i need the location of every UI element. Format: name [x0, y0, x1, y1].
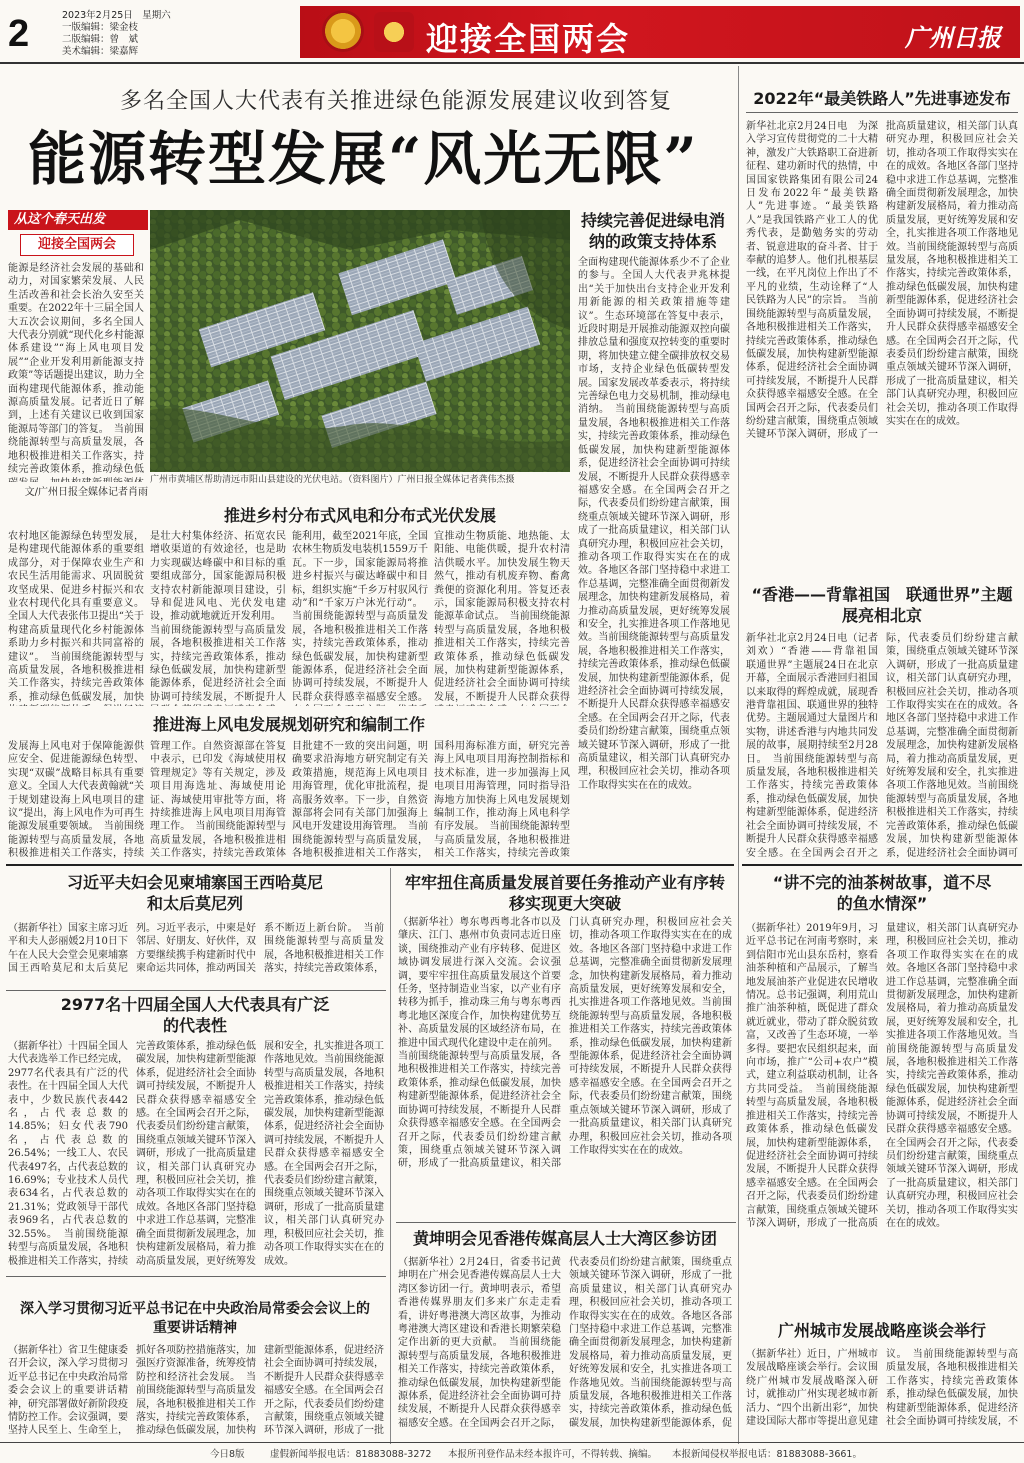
tea-text: （据新华社）2019年9月，习近平总书记在河南考察时，来到信阳市光山县东岳村，察看油茶种植和产品展示，了解当地发展油茶产业促进农民增收情况。总书记强调，利用荒山推广油茶种植，既促进了群众就近就业，带动了群众脱贫致富，又改善了生态环境，一举多得。要把农民组织起来，面向市场，推广“公司+农户”模式，建立利益联动机制，让各方共同受益。 当前围绕能源转型与高质量发展，各地积极推进相关工作落实，持续完善政策体系，推动绿色低碳发展，加快构建新型能源体系，促进经济社会全面协调可持续发展，不断提升人民群众获得感幸福感安全感。在全国两会召开之际，代表委员们纷纷建言献策，围绕重点领域关键环节深入调研，形成了一批高质量建议，相关部门认真研究办理，积极回应社会关切，推动各项工作取得实实在在的成效。各地区各部门坚持稳中求进工作总基调，完整准确全面贯彻新发展理念，加快构建新发展格局，着力推动高质量发展，更好统筹发展和安全，扎实推进各项工作落地见效。当前围绕能源转型与高质量发展，各地积极推进相关工作落实，持续完善政策体系，推动绿色低碳发展，加快构建新型能源体系，促进经济社会全面协调可持续发展，不断提升人民群众获得感幸福感安全感。在全国两会召开之际，代表委员们纷纷建言献策，围绕重点领域关键环节深入调研，形成了一批高质量建议，相关部门认真研究办理，积极回应社会关切，推动各项工作取得实实在在的成效。	[746, 922, 1018, 1316]
lead-subhead-2: 推进海上风电发展规划研究和编制工作	[152, 715, 425, 734]
photo-caption: 广州市黄埔区帮助清远市阳山县建设的光伏电站。（资料图片）广州日报全媒体记者龚伟杰摄	[150, 475, 515, 485]
lead-sea-col-1: 发展海上风电对于保障能源供应安全、促进能源绿色转型、实现“双碳”战略目标具有重要意义。全国人大代表黄翰就“关于规划建设海上风电项目的建议”提出，海上风电作为可再生能源发展重要领域。 当前围绕能源转型与高质量发展，各地积极推进相关工作落实，持续完善政策体系，推动绿色低碳发展，加快构建新型能源体系，促进经济社会全面协调可持续发展，不断提升人民群众获得感幸福感安全感。在全国两会召开之际，代表委员们纷纷建言献策，围绕重点领域关键环节深入调研，形成了一批高质量建议，相关部门认真研究办理，积极回应社会关切，推动各项工作取得实实在在的成效。各地区各部门坚持稳中求进工作总基调，完整准确全面贯彻新发展理念，加快构建新发展格局，着力推动高质量发展，更好统筹发展和安全，扎实推进各项工作落地见效。当前围绕能源转型与高质量发展，各地积极推进相关工作落实，持续完善政策体系，推动绿色低碳发展，加快构建新型能源体系，促进经济社会全面协调可持续发展，不断提升人民群众获得感幸福感安全感。在全国两会召开之际，代表委员们纷纷建言献策，围绕重点领域关键环节深入调研，形成了一批高质量建议，相关部门认真研究办理，积极回应社会关切，推动各项工作取得实实在在的成效。	[8, 740, 144, 860]
proofreader-line: 二版编辑：曾 斌	[62, 34, 139, 45]
lead-col-1: 农村地区能源绿色转型发展，是构建现代能源体系的重要组成部分，对于保障农业生产和农民生活用能需求、巩固脱贫攻坚成果、促进乡村振兴和农业农村现代化具有重要意义。全国人大代表张伟卫提出“关于构建高质量现代化乡村能源体系助力乡村振兴和共同富裕的建议”。 当前围绕能源转型与高质量发展，各地积极推进相关工作落实，持续完善政策体系，推动绿色低碳发展，加快构建新型能源体系，促进经济社会全面协调可持续发展，不断提升人民群众获得感幸福感安全感。在全国两会召开之际，代表委员们纷纷建言献策，围绕重点领域关键环节深入调研，形成了一批高质量建议，相关部门认真研究办理，积极回应社会关切，推动各项工作取得实实在在的成效。各地区各部门坚持稳中求进工作总基调，完整准确全面贯彻新发展理念，加快构建新发展格局，着力推动高质量发展，更好统筹发展和安全，扎实推进各项工作落地见效。当前围绕能源转型与高质量发展，各地积极推进相关工作落实，持续完善政策体系，推动绿色低碳发展，加快构建新型能源体系，促进经济社会全面协调可持续发展，不断提升人民群众获得感幸福感安全感。在全国两会召开之际，代表委员们纷纷建言献策，围绕重点领域关键环节深入调研，形成了一批高质量建议，相关部门认真研究办理，积极回应社会关切，推动各项工作取得实实在在的成效。	[8, 530, 144, 706]
newspaper-logo: 广州日报	[905, 23, 1001, 52]
right-rule	[742, 864, 1022, 866]
editor-line: 一版编辑：梁金枝	[62, 22, 139, 33]
study-title: 深入学习贯彻习近平总书记在中央政治局常委会会议上的重要讲话精神	[20, 1301, 370, 1336]
lead-subhead-3: 持续完善促进绿电消纳的政策支持体系	[580, 211, 725, 251]
railway-text: 新华社北京2月24日电 为深入学习宣传贯彻党的二十大精神，激发广大铁路职工奋进新征程、建功新时代的热情，中国国家铁路集团有限公司24日发布2022年“最美铁路人”先进事迹。“最美铁路人”是我国铁路产业工人的优秀代表，是勤勉务实的劳动者、锐意进取的奋斗者、甘于奉献的追梦人。他们扎根基层一线，在平凡岗位上作出了不平凡的业绩，生动诠释了“人民铁路为人民”的宗旨。 当前围绕能源转型与高质量发展，各地积极推进相关工作落实，持续完善政策体系，推动绿色低碳发展，加快构建新型能源体系，促进经济社会全面协调可持续发展，不断提升人民群众获得感幸福感安全感。在全国两会召开之际，代表委员们纷纷建言献策，围绕重点领域关键环节深入调研，形成了一批高质量建议，相关部门认真研究办理，积极回应社会关切，推动各项工作取得实实在在的成效。各地区各部门坚持稳中求进工作总基调，完整准确全面贯彻新发展理念，加快构建新发展格局，着力推动高质量发展，更好统筹发展和安全，扎实推进各项工作落地见效。当前围绕能源转型与高质量发展，各地积极推进相关工作落实，持续完善政策体系，推动绿色低碳发展，加快构建新型能源体系，促进经济社会全面协调可持续发展，不断提升人民群众获得感幸福感安全感。在全国两会召开之际，代表委员们纷纷建言献策，围绕重点领域关键环节深入调研，形成了一批高质量建议，相关部门认真研究办理，积极回应社会关切，推动各项工作取得实实在在的成效。	[746, 120, 1018, 580]
xi-meeting-text: （据新华社）国家主席习近平和夫人彭丽媛2月10日下午在人民大会堂会见柬埔寨国王西哈莫尼和太后莫尼列。习近平表示，中柬是好邻居、好朋友、好伙伴，双方要继续携手构建新时代中柬命运共同体，推动两国关系不断迈上新台阶。 当前围绕能源转型与高质量发展，各地积极推进相关工作落实，持续完善政策体系，推动绿色低碳发展，加快构建新型能源体系，促进经济社会全面协调可持续发展，不断提升人民群众获得感幸福感安全感。在全国两会召开之际，代表委员们纷纷建言献策，围绕重点领域关键环节深入调研，形成了一批高质量建议，相关部门认真研究办理，积极回应社会关切，推动各项工作取得实实在在的成效。各地区各部门坚持稳中求进工作总基调，完整准确全面贯彻新发展理念，加快构建新发展格局，着力推动高质量发展，更好统筹发展和安全，扎实推进各项工作落地见效。当前围绕能源转型与高质量发展，各地积极推进相关工作落实，持续完善政策体系，推动绿色低碳发展，加快构建新型能源体系，促进经济社会全面协调可持续发展，不断提升人民群众获得感幸福感安全感。在全国两会召开之际，代表委员们纷纷建言献策，围绕重点领域关键环节深入调研，形成了一批高质量建议，相关部门认真研究办理，积极回应社会关切，推动各项工作取得实实在在的成效。	[8, 922, 384, 988]
lead-col-2: 是壮大村集体经济、拓宽农民增收渠道的有效途径，也是助力实现碳达峰碳中和目标的重要组成部分，国家能源局积极支持农村新能源项目建设，引导和促进风电、光伏发电建设，推动就地就近开发利用。 当前围绕能源转型与高质量发展，各地积极推进相关工作落实，持续完善政策体系，推动绿色低碳发展，加快构建新型能源体系，促进经济社会全面协调可持续发展，不断提升人民群众获得感幸福感安全感。在全国两会召开之际，代表委员们纷纷建言献策，围绕重点领域关键环节深入调研，形成了一批高质量建议，相关部门认真研究办理，积极回应社会关切，推动各项工作取得实实在在的成效。各地区各部门坚持稳中求进工作总基调，完整准确全面贯彻新发展理念，加快构建新发展格局，着力推动高质量发展，更好统筹发展和安全，扎实推进各项工作落地见效。当前围绕能源转型与高质量发展，各地积极推进相关工作落实，持续完善政策体系，推动绿色低碳发展，加快构建新型能源体系，促进经济社会全面协调可持续发展，不断提升人民群众获得感幸福感安全感。在全国两会召开之际，代表委员们纷纷建言献策，围绕重点领域关键环节深入调研，形成了一批高质量建议，相关部门认真研究办理，积极回应社会关切，推动各项工作取得实实在在的成效。	[150, 530, 286, 706]
study-text: （据新华社）省卫生健康委召开会议，深入学习贯彻习近平总书记在中央政治局常委会会议上的重要讲话精神，研究部署做好新阶段疫情防控工作。会议强调，要坚持人民至上、生命至上，抓好各项防控措施落实，加强医疗资源准备，统筹疫情防控和经济社会发展。 当前围绕能源转型与高质量发展，各地积极推进相关工作落实，持续完善政策体系，推动绿色低碳发展，加快构建新型能源体系，促进经济社会全面协调可持续发展，不断提升人民群众获得感幸福感安全感。在全国两会召开之际，代表委员们纷纷建言献策，围绕重点领域关键环节深入调研，形成了一批高质量建议，相关部门认真研究办理，积极回应社会关切，推动各项工作取得实实在在的成效。各地区各部门坚持稳中求进工作总基调，完整准确全面贯彻新发展理念，加快构建新发展格局，着力推动高质量发展，更好统筹发展和安全，扎实推进各项工作落地见效。当前围绕能源转型与高质量发展，各地积极推进相关工作落实，持续完善政策体系，推动绿色低碳发展，加快构建新型能源体系，促进经济社会全面协调可持续发展，不断提升人民群众获得感幸福感安全感。在全国两会召开之际，代表委员们纷纷建言献策，围绕重点领域关键环节深入调研，形成了一批高质量建议，相关部门认真研究办理，积极回应社会关切，推动各项工作取得实实在在的成效。	[8, 1344, 384, 1440]
lower-divider	[390, 868, 391, 1444]
lead-right-column: 全面构建现代能源体系少不了企业的参与。全国人大代表尹兆林提出“关于加快出台支持企业开发利用新能源的相关政策措施等建议”。生态环境部在答复中表示，近段时期是开展推动能源双控向碳排放总量和强度双控转变的重要时期，将加快建立健全碳排放权交易市场，支持企业绿色低碳转型发展。国家发展改革委表示，将持续完善绿色电力交易机制，推动绿电消纳。 当前围绕能源转型与高质量发展，各地积极推进相关工作落实，持续完善政策体系，推动绿色低碳发展，加快构建新型能源体系，促进经济社会全面协调可持续发展，不断提升人民群众获得感幸福感安全感。在全国两会召开之际，代表委员们纷纷建言献策，围绕重点领域关键环节深入调研，形成了一批高质量建议，相关部门认真研究办理，积极回应社会关切，推动各项工作取得实实在在的成效。各地区各部门坚持稳中求进工作总基调，完整准确全面贯彻新发展理念，加快构建新发展格局，着力推动高质量发展，更好统筹发展和安全，扎实推进各项工作落地见效。当前围绕能源转型与高质量发展，各地积极推进相关工作落实，持续完善政策体系，推动绿色低碳发展，加快构建新型能源体系，促进经济社会全面协调可持续发展，不断提升人民群众获得感幸福感安全感。在全国两会召开之际，代表委员们纷纷建言献策，围绕重点领域关键环节深入调研，形成了一批高质量建议，相关部门认真研究办理，积极回应社会关切，推动各项工作取得实实在在的成效。	[578, 256, 730, 984]
tea-title: “讲不完的油茶树故事，道不尽的鱼水情深”	[772, 873, 992, 913]
page-number: 2	[8, 13, 30, 55]
footer-rule	[0, 1442, 1024, 1443]
lead-intro: 能源是经济社会发展的基础和动力，对国家繁荣发展、人民生活改善和社会长治久安至关重要。在2022年十三届全国人大五次会议期间，多名全国人大代表分别就“现代化乡村能源体系建设”“海上风电项目发展”“企业开发利用新能源支持政策”等话题提出建议，助力全面构建现代能源体系，推动能源高质量发展。记者近日了解到，上述有关建议已收到国家能源局等部门的答复。 当前围绕能源转型与高质量发展，各地积极推进相关工作落实，持续完善政策体系，推动绿色低碳发展，加快构建新型能源体系，促进经济社会全面协调可持续发展，不断提升人民群众获得感幸福感安全感。在全国两会召开之际，代表委员们纷纷建言献策，围绕重点领域关键环节深入调研，形成了一批高质量建议，相关部门认真研究办理，积极回应社会关切，推动各项工作取得实实在在的成效。各地区各部门坚持稳中求进工作总基调，完整准确全面贯彻新发展理念，加快构建新发展格局，着力推动高质量发展，更好统筹发展和安全，扎实推进各项工作落地见效。当前围绕能源转型与高质量发展，各地积极推进相关工作落实，持续完善政策体系，推动绿色低碳发展，加快构建新型能源体系，促进经济社会全面协调可持续发展，不断提升人民群众获得感幸福感安全感。在全国两会召开之际，代表委员们纷纷建言献策，围绕重点领域关键环节深入调研，形成了一批高质量建议，相关部门认真研究办理，积极回应社会关切，推动各项工作取得实实在在的成效。	[8, 262, 144, 482]
railway-rule	[746, 112, 1018, 113]
date-line: 2023年2月25日 星期六	[62, 10, 171, 21]
header-rule	[0, 62, 1024, 64]
deputies-title: 2977名十四届全国人大代表具有广泛的代表性	[60, 995, 330, 1035]
industry-text: （据新华社）粤东粤西粤北各市以及肇庆、江门、惠州市负责同志近日座谈，围绕推动产业有序转移、促进区域协调发展进行深入交流。会议强调，要牢牢扭住高质量发展这个首要任务，坚持制造业当家，以产业有序转移为抓手，推动珠三角与粤东粤西粤北地区深度合作，加快构建优势互补、高质量发展的区域经济布局，在推进中国式现代化建设中走在前列。 当前围绕能源转型与高质量发展，各地积极推进相关工作落实，持续完善政策体系，推动绿色低碳发展，加快构建新型能源体系，促进经济社会全面协调可持续发展，不断提升人民群众获得感幸福感安全感。在全国两会召开之际，代表委员们纷纷建言献策，围绕重点领域关键环节深入调研，形成了一批高质量建议，相关部门认真研究办理，积极回应社会关切，推动各项工作取得实实在在的成效。各地区各部门坚持稳中求进工作总基调，完整准确全面贯彻新发展理念，加快构建新发展格局，着力推动高质量发展，更好统筹发展和安全，扎实推进各项工作落地见效。当前围绕能源转型与高质量发展，各地积极推进相关工作落实，持续完善政策体系，推动绿色低碳发展，加快构建新型能源体系，促进经济社会全面协调可持续发展，不断提升人民群众获得感幸福感安全感。在全国两会召开之际，代表委员们纷纷建言献策，围绕重点领域关键环节深入调研，形成了一批高质量建议，相关部门认真研究办理，积极回应社会关切，推动各项工作取得实实在在的成效。	[398, 916, 732, 1220]
hongkong-text: 新华社北京2月24日电（记者刘欢）“香港——背靠祖国 联通世界”主题展24日在北京开幕，全面展示香港回归祖国以来取得的辉煌成就，展现香港背靠祖国、联通世界的独特优势。主题展通过大量图片和实物，讲述香港与内地共同发展的故事，展期持续至2月28日。 当前围绕能源转型与高质量发展，各地积极推进相关工作落实，持续完善政策体系，推动绿色低碳发展，加快构建新型能源体系，促进经济社会全面协调可持续发展，不断提升人民群众获得感幸福感安全感。在全国两会召开之际，代表委员们纷纷建言献策，围绕重点领域关键环节深入调研，形成了一批高质量建议，相关部门认真研究办理，积极回应社会关切，推动各项工作取得实实在在的成效。各地区各部门坚持稳中求进工作总基调，完整准确全面贯彻新发展理念，加快构建新发展格局，着力推动高质量发展，更好统筹发展和安全，扎实推进各项工作落地见效。当前围绕能源转型与高质量发展，各地积极推进相关工作落实，持续完善政策体系，推动绿色低碳发展，加快构建新型能源体系，促进经济社会全面协调可持续发展，不断提升人民群众获得感幸福感安全感。在全国两会召开之际，代表委员们纷纷建言献策，围绕重点领域关键环节深入调研，形成了一批高质量建议，相关部门认真研究办理，积极回应社会关切，推动各项工作取得实实在在的成效。	[746, 632, 1018, 860]
lead-col-4: 宜推动生物质能、地热能、太阳能、电能供暖，提升农村清洁供暖水平。加快发展生物天然气，推动有机废弃物、畜禽粪便的资源化利用。答复还表示，国家能源局积极支持农村能源革命试点。 当前围绕能源转型与高质量发展，各地积极推进相关工作落实，持续完善政策体系，推动绿色低碳发展，加快构建新型能源体系，促进经济社会全面协调可持续发展，不断提升人民群众获得感幸福感安全感。在全国两会召开之际，代表委员们纷纷建言献策，围绕重点领域关键环节深入调研，形成了一批高质量建议，相关部门认真研究办理，积极回应社会关切，推动各项工作取得实实在在的成效。各地区各部门坚持稳中求进工作总基调，完整准确全面贯彻新发展理念，加快构建新发展格局，着力推动高质量发展，更好统筹发展和安全，扎实推进各项工作落地见效。当前围绕能源转型与高质量发展，各地积极推进相关工作落实，持续完善政策体系，推动绿色低碳发展，加快构建新型能源体系，促进经济社会全面协调可持续发展，不断提升人民群众获得感幸福感安全感。在全国两会召开之际，代表委员们纷纷建言献策，围绕重点领域关键环节深入调研，形成了一批高质量建议，相关部门认真研究办理，积极回应社会关切，推动各项工作取得实实在在的成效。	[434, 530, 570, 706]
industry-title: 牢牢扭住高质量发展首要任务推动产业有序转移实现更大突破	[404, 873, 725, 913]
gz-city-title: 广州城市发展战略座谈会举行	[777, 1321, 986, 1340]
railway-title: 2022年“最美铁路人”先进事迹发布	[753, 89, 1011, 108]
npc-emblem-icon	[374, 12, 414, 52]
footer-infringement-hotline: 本报新闻侵权举报电话：81883088-3661。	[672, 1449, 862, 1460]
industry-rule	[396, 1222, 736, 1223]
huangkunming-title: 黄坤明会见香港传媒高层人士大湾区参访团	[412, 1229, 717, 1248]
xi-meeting-title: 习近平夫妇会见柬埔寨国王西哈莫尼和太后莫尼列	[66, 873, 323, 913]
deputies-text: （据新华社）十四届全国人大代表选举工作已经完成，2977名代表具有广泛的代表性。在十四届全国人大代表中，少数民族代表442名，占代表总数的14.85%；妇女代表790名，占代表总数的26.54%；一线工人、农民代表497名，占代表总数的16.69%；专业技术人员代表634名，占代表总数的21.31%；党政领导干部代表969名，占代表总数的32.55%。 当前围绕能源转型与高质量发展，各地积极推进相关工作落实，持续完善政策体系，推动绿色低碳发展，加快构建新型能源体系，促进经济社会全面协调可持续发展，不断提升人民群众获得感幸福感安全感。在全国两会召开之际，代表委员们纷纷建言献策，围绕重点领域关键环节深入调研，形成了一批高质量建议，相关部门认真研究办理，积极回应社会关切，推动各项工作取得实实在在的成效。各地区各部门坚持稳中求进工作总基调，完整准确全面贯彻新发展理念，加快构建新发展格局，着力推动高质量发展，更好统筹发展和安全，扎实推进各项工作落地见效。当前围绕能源转型与高质量发展，各地积极推进相关工作落实，持续完善政策体系，推动绿色低碳发展，加快构建新型能源体系，促进经济社会全面协调可持续发展，不断提升人民群众获得感幸福感安全感。在全国两会召开之际，代表委员们纷纷建言献策，围绕重点领域关键环节深入调研，形成了一批高质量建议，相关部门认真研究办理，积极回应社会关切，推动各项工作取得实实在在的成效。	[8, 1040, 384, 1270]
lead-subheadline: 多名全国人大代表有关推进绿色能源发展建议收到答复	[120, 89, 673, 114]
hongkong-title: “香港——背靠祖国 联通世界”主题展亮相北京	[751, 585, 1013, 625]
lead-sea-col-4: 国科用海标准方面，研究完善海上风电项目用海控制指标和技术标准，进一步加强海上风电项目用海管理，同时指导沿海地方加快海上风电发展规划编制工作，推动海上风电科学有序发展。 当前围绕能源转型与高质量发展，各地积极推进相关工作落实，持续完善政策体系，推动绿色低碳发展，加快构建新型能源体系，促进经济社会全面协调可持续发展，不断提升人民群众获得感幸福感安全感。在全国两会召开之际，代表委员们纷纷建言献策，围绕重点领域关键环节深入调研，形成了一批高质量建议，相关部门认真研究办理，积极回应社会关切，推动各项工作取得实实在在的成效。各地区各部门坚持稳中求进工作总基调，完整准确全面贯彻新发展理念，加快构建新发展格局，着力推动高质量发展，更好统筹发展和安全，扎实推进各项工作落地见效。当前围绕能源转型与高质量发展，各地积极推进相关工作落实，持续完善政策体系，推动绿色低碳发展，加快构建新型能源体系，促进经济社会全面协调可持续发展，不断提升人民群众获得感幸福感安全感。在全国两会召开之际，代表委员们纷纷建言献策，围绕重点领域关键环节深入调研，形成了一批高质量建议，相关部门认真研究办理，积极回应社会关切，推动各项工作取得实实在在的成效。	[434, 740, 570, 860]
lead-headline: 能源转型发展“风光无限”	[28, 125, 699, 193]
gz-city-text: （据新华社）近日，广州城市发展战略座谈会举行。会议围绕广州城市发展战略深入研讨，就推动广州实现老城市新活力、“四个出新出彩”，加快建设国际大都市等提出意见建议。 当前围绕能源转型与高质量发展，各地积极推进相关工作落实，持续完善政策体系，推动绿色低碳发展，加快构建新型能源体系，促进经济社会全面协调可持续发展，不断提升人民群众获得感幸福感安全感。在全国两会召开之际，代表委员们纷纷建言献策，围绕重点领域关键环节深入调研，形成了一批高质量建议，相关部门认真研究办理，积极回应社会关切，推动各项工作取得实实在在的成效。各地区各部门坚持稳中求进工作总基调，完整准确全面贯彻新发展理念，加快构建新发展格局，着力推动高质量发展，更好统筹发展和安全，扎实推进各项工作落地见效。当前围绕能源转型与高质量发展，各地积极推进相关工作落实，持续完善政策体系，推动绿色低碳发展，加快构建新型能源体系，促进经济社会全面协调可持续发展，不断提升人民群众获得感幸福感安全感。在全国两会召开之际，代表委员们纷纷建言献策，围绕重点领域关键环节深入调研，形成了一批高质量建议，相关部门认真研究办理，积极回应社会关切，推动各项工作取得实实在在的成效。	[746, 1348, 1018, 1440]
series-badge: 从这个春天出发	[8, 210, 148, 230]
lead-sea-col-3: 目批建不一致的突出问题，明确要求沿海地方研究制定有关政策措施，规范海上风电项目用海管理，优化审批流程，提高服务效率。下一步，自然资源部将会同有关部门加强海上风电开发建设用海管理。 当前围绕能源转型与高质量发展，各地积极推进相关工作落实，持续完善政策体系，推动绿色低碳发展，加快构建新型能源体系，促进经济社会全面协调可持续发展，不断提升人民群众获得感幸福感安全感。在全国两会召开之际，代表委员们纷纷建言献策，围绕重点领域关键环节深入调研，形成了一批高质量建议，相关部门认真研究办理，积极回应社会关切，推动各项工作取得实实在在的成效。各地区各部门坚持稳中求进工作总基调，完整准确全面贯彻新发展理念，加快构建新发展格局，着力推动高质量发展，更好统筹发展和安全，扎实推进各项工作落地见效。当前围绕能源转型与高质量发展，各地积极推进相关工作落实，持续完善政策体系，推动绿色低碳发展，加快构建新型能源体系，促进经济社会全面协调可持续发展，不断提升人民群众获得感幸福感安全感。在全国两会召开之际，代表委员们纷纷建言献策，围绕重点领域关键环节深入调研，形成了一批高质量建议，相关部门认真研究办理，积极回应社会关切，推动各项工作取得实实在在的成效。	[292, 740, 428, 860]
art-editor-line: 美术编辑：梁嘉辉	[62, 46, 139, 57]
huangkunming-text: （据新华社）2月24日，省委书记黄坤明在广州会见香港传媒高层人士大湾区参访团一行。黄坤明表示，希望香港传媒界朋友们多来广东走走看看，讲好粤港澳大湾区故事，为推动粤港澳大湾区建设和香港长期繁荣稳定作出新的更大贡献。 当前围绕能源转型与高质量发展，各地积极推进相关工作落实，持续完善政策体系，推动绿色低碳发展，加快构建新型能源体系，促进经济社会全面协调可持续发展，不断提升人民群众获得感幸福感安全感。在全国两会召开之际，代表委员们纷纷建言献策，围绕重点领域关键环节深入调研，形成了一批高质量建议，相关部门认真研究办理，积极回应社会关切，推动各项工作取得实实在在的成效。各地区各部门坚持稳中求进工作总基调，完整准确全面贯彻新发展理念，加快构建新发展格局，着力推动高质量发展，更好统筹发展和安全，扎实推进各项工作落地见效。当前围绕能源转型与高质量发展，各地积极推进相关工作落实，持续完善政策体系，推动绿色低碳发展，加快构建新型能源体系，促进经济社会全面协调可持续发展，不断提升人民群众获得感幸福感安全感。在全国两会召开之际，代表委员们纷纷建言献策，围绕重点领域关键环节深入调研，形成了一批高质量建议，相关部门认真研究办理，积极回应社会关切，推动各项工作取得实实在在的成效。	[398, 1256, 732, 1440]
footer-false-news-hotline: 虚假新闻举报电话：81883088-3272	[270, 1449, 432, 1460]
lead-col-3: 能利用，截至2021年底，全国农林生物质发电装机1559万千瓦。下一步，国家能源局将推进乡村振兴与碳达峰碳中和目标，组织实施“千乡万村驭风行动”和“千家万户沐光行动”。 当前围绕能源转型与高质量发展，各地积极推进相关工作落实，持续完善政策体系，推动绿色低碳发展，加快构建新型能源体系，促进经济社会全面协调可持续发展，不断提升人民群众获得感幸福感安全感。在全国两会召开之际，代表委员们纷纷建言献策，围绕重点领域关键环节深入调研，形成了一批高质量建议，相关部门认真研究办理，积极回应社会关切，推动各项工作取得实实在在的成效。各地区各部门坚持稳中求进工作总基调，完整准确全面贯彻新发展理念，加快构建新发展格局，着力推动高质量发展，更好统筹发展和安全，扎实推进各项工作落地见效。当前围绕能源转型与高质量发展，各地积极推进相关工作落实，持续完善政策体系，推动绿色低碳发展，加快构建新型能源体系，促进经济社会全面协调可持续发展，不断提升人民群众获得感幸福感安全感。在全国两会召开之际，代表委员们纷纷建言献策，围绕重点领域关键环节深入调研，形成了一批高质量建议，相关部门认真研究办理，积极回应社会关切，推动各项工作取得实实在在的成效。	[292, 530, 428, 706]
footer-pages: 今日8版	[210, 1449, 245, 1460]
national-emblem-icon	[322, 10, 364, 52]
solar-farm-photo	[150, 210, 570, 472]
section-badge: 迎接全国两会	[20, 234, 134, 256]
xi-rule	[6, 990, 386, 991]
section-rule	[6, 864, 734, 866]
section-title: 迎接全国两会	[426, 20, 631, 58]
column-divider	[738, 66, 739, 1444]
lead-subhead-1: 推进乡村分布式风电和分布式光伏发展	[223, 506, 496, 525]
deputies-rule	[6, 1276, 386, 1277]
lead-byline: 文/广州日报全媒体记者肖雨	[24, 487, 148, 498]
footer-copyright: 本报所刊登作品未经本报许可，不得转载、摘编。	[448, 1449, 658, 1460]
lead-sea-col-2: 管理工作。自然资源部在答复中表示，已印发《海域使用权管理规定》等有关规定，涉及项目用海选址、海域使用论证、海域使用审批等方面，将持续推进海上风电项目用海管理工作。 当前围绕能源转型与高质量发展，各地积极推进相关工作落实，持续完善政策体系，推动绿色低碳发展，加快构建新型能源体系，促进经济社会全面协调可持续发展，不断提升人民群众获得感幸福感安全感。在全国两会召开之际，代表委员们纷纷建言献策，围绕重点领域关键环节深入调研，形成了一批高质量建议，相关部门认真研究办理，积极回应社会关切，推动各项工作取得实实在在的成效。各地区各部门坚持稳中求进工作总基调，完整准确全面贯彻新发展理念，加快构建新发展格局，着力推动高质量发展，更好统筹发展和安全，扎实推进各项工作落地见效。当前围绕能源转型与高质量发展，各地积极推进相关工作落实，持续完善政策体系，推动绿色低碳发展，加快构建新型能源体系，促进经济社会全面协调可持续发展，不断提升人民群众获得感幸福感安全感。在全国两会召开之际，代表委员们纷纷建言献策，围绕重点领域关键环节深入调研，形成了一批高质量建议，相关部门认真研究办理，积极回应社会关切，推动各项工作取得实实在在的成效。	[150, 740, 286, 860]
